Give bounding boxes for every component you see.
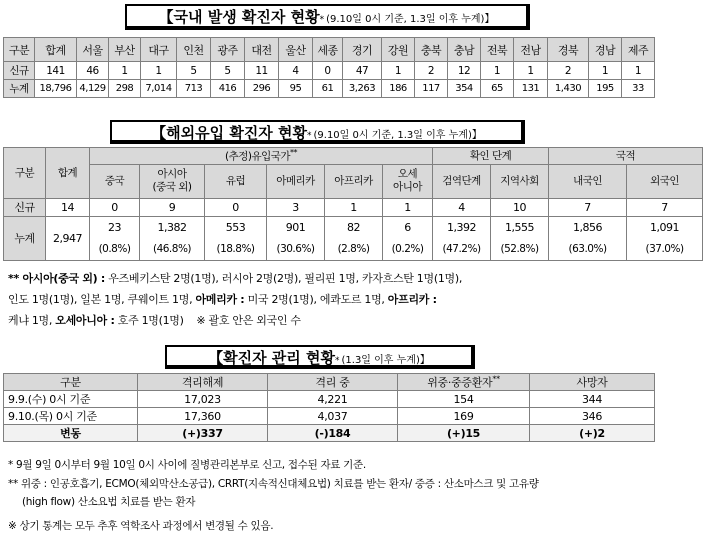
management-diff-cell: (-)184 bbox=[268, 425, 398, 442]
management-header-text: 위중·중증환자 bbox=[427, 376, 493, 389]
overseas-cum-cell: 553 bbox=[205, 216, 267, 238]
domestic-cell: 5 bbox=[211, 62, 245, 80]
overseas-new-cell: 1 bbox=[383, 198, 433, 216]
management-cell: 17,023 bbox=[138, 391, 268, 408]
domestic-region-header: 부산 bbox=[109, 38, 141, 62]
asia-text: 우즈베키스탄 2명(1명), 러시아 2명(2명), 필리핀 1명, 카자흐스탄 1명(1명), bbox=[105, 272, 463, 285]
management-cell: 4,221 bbox=[268, 391, 398, 408]
management-table bbox=[3, 373, 655, 442]
management-row-label: 9.9.(수) 0시 기준 bbox=[4, 391, 138, 408]
overseas-pct-cell: (0.8%) bbox=[90, 238, 140, 260]
domestic-cell: 3,263 bbox=[343, 80, 382, 98]
domestic-region-header: 울산 bbox=[279, 38, 313, 62]
domestic-cell: 1 bbox=[481, 62, 514, 80]
overseas-pct-cell: (47.2%) bbox=[433, 238, 491, 260]
management-diff-row bbox=[4, 425, 655, 442]
overseas-new-cell: 10 bbox=[491, 198, 549, 216]
oceania-text: 호주 1명(1명) bbox=[114, 314, 184, 327]
nationality-header: 국적 bbox=[549, 148, 703, 165]
domestic-region-header: 경기 bbox=[343, 38, 382, 62]
title-asterisk: * bbox=[319, 15, 325, 25]
overseas-new-cell: 9 bbox=[140, 198, 205, 216]
overseas-sub-header: 중국 bbox=[90, 164, 140, 198]
domestic-cell: 1 bbox=[622, 62, 655, 80]
domestic-cell: 195 bbox=[589, 80, 622, 98]
domestic-cell: 2 bbox=[415, 62, 448, 80]
domestic-cell: 0 bbox=[313, 62, 343, 80]
domestic-cell: 131 bbox=[514, 80, 548, 98]
management-title bbox=[165, 345, 475, 369]
domestic-title-main: 【국내 발생 확진자 현황 bbox=[158, 8, 320, 26]
notes-prefix: ** bbox=[8, 272, 23, 285]
domestic-region-header: 전남 bbox=[514, 38, 548, 62]
domestic-cell: 4,129 bbox=[77, 80, 109, 98]
management-title-suffix: (1.3일 이후 누계)】 bbox=[341, 355, 430, 366]
overseas-sub-header: 지역사회 bbox=[491, 164, 549, 198]
domestic-cell: 186 bbox=[382, 80, 415, 98]
domestic-row-label: 신규 bbox=[4, 62, 35, 80]
overseas-pct-cell: (0.2%) bbox=[383, 238, 433, 260]
overseas-new-cell: 0 bbox=[205, 198, 267, 216]
oceania-label: 오세아니아 : bbox=[55, 314, 115, 327]
overseas-cum-label: 누계 bbox=[4, 216, 46, 260]
domestic-region-header: 광주 bbox=[211, 38, 245, 62]
overseas-new-total: 14 bbox=[46, 198, 90, 216]
management-diff-cell: (+)15 bbox=[398, 425, 530, 442]
overseas-new-cell: 0 bbox=[90, 198, 140, 216]
domestic-region-header: 합계 bbox=[35, 38, 77, 62]
domestic-row-label: 누계 bbox=[4, 80, 35, 98]
overseas-total-header: 합계 bbox=[46, 148, 90, 199]
management-header-mark: ** bbox=[492, 374, 500, 384]
domestic-region-header: 경북 bbox=[548, 38, 589, 62]
domestic-cell: 61 bbox=[313, 80, 343, 98]
domestic-region-header: 충북 bbox=[415, 38, 448, 62]
notes-line-3 bbox=[8, 310, 653, 331]
domestic-cell: 1 bbox=[589, 62, 622, 80]
domestic-region-header: 충남 bbox=[448, 38, 481, 62]
domestic-cell: 1 bbox=[141, 62, 177, 80]
domestic-region-header: 인천 bbox=[177, 38, 211, 62]
foreigner-note: ※ 괄호 안은 외국인 수 bbox=[196, 314, 301, 327]
overseas-sub-header: 검역단계 bbox=[433, 164, 491, 198]
domestic-cell: 296 bbox=[245, 80, 279, 98]
estimated-country-mark: ** bbox=[290, 148, 298, 157]
management-diff-label: 변동 bbox=[4, 425, 138, 442]
overseas-pct-cell: (2.8%) bbox=[325, 238, 383, 260]
overseas-cum-cell: 901 bbox=[267, 216, 325, 238]
overseas-new-cell: 4 bbox=[433, 198, 491, 216]
footnote-4: ※ 상기 통계는 모두 추후 역학조사 과정에서 변경될 수 있음. bbox=[8, 520, 274, 532]
management-row bbox=[4, 408, 655, 425]
africa-label: 아프리카 : bbox=[387, 293, 437, 306]
overseas-title-main: 【해외유입 확진자 현황 bbox=[151, 124, 307, 142]
domestic-title bbox=[125, 4, 530, 30]
management-cell: 344 bbox=[530, 391, 655, 408]
management-cell: 154 bbox=[398, 391, 530, 408]
domestic-table bbox=[3, 37, 655, 98]
management-title-main: 【확진자 관리 현황 bbox=[208, 349, 335, 367]
domestic-cell: 33 bbox=[622, 80, 655, 98]
domestic-cell: 4 bbox=[279, 62, 313, 80]
stage-header: 확인 단계 bbox=[433, 148, 549, 165]
overseas-title bbox=[110, 120, 525, 144]
domestic-cell: 95 bbox=[279, 80, 313, 98]
overseas-country-notes bbox=[8, 268, 653, 331]
overseas-gubun-header: 구분 bbox=[4, 148, 46, 199]
domestic-region-header: 서울 bbox=[77, 38, 109, 62]
domestic-cell: 117 bbox=[415, 80, 448, 98]
domestic-cell: 713 bbox=[177, 80, 211, 98]
footnote-1: * 9월 9일 0시부터 9월 10일 0시 사이에 질병관리본부로 신고, 접수된 자료 기준. bbox=[8, 459, 366, 471]
management-cell: 17,360 bbox=[138, 408, 268, 425]
overseas-pct-cell: (37.0%) bbox=[627, 238, 703, 260]
title-asterisk: * bbox=[335, 356, 340, 366]
overseas-pct-cell: (52.8%) bbox=[491, 238, 549, 260]
domestic-region-header: 대구 bbox=[141, 38, 177, 62]
asia-label: 아시아(중국 외) : bbox=[22, 272, 106, 285]
management-header: 구분 bbox=[4, 374, 138, 391]
management-header: 사망자 bbox=[530, 374, 655, 391]
overseas-pct-cell: (46.8%) bbox=[140, 238, 205, 260]
overseas-cum-cell: 1,856 bbox=[549, 216, 627, 238]
domestic-cell: 141 bbox=[35, 62, 77, 80]
domestic-cell: 7,014 bbox=[141, 80, 177, 98]
overseas-cum-cell: 1,091 bbox=[627, 216, 703, 238]
overseas-table bbox=[3, 147, 703, 261]
domestic-title-suffix: (9.10일 0시 기준, 1.3일 이후 누계)】 bbox=[326, 14, 495, 25]
notes-line-3-text: 케냐 1명, bbox=[8, 314, 56, 327]
domestic-cell: 18,796 bbox=[35, 80, 77, 98]
notes-line-2 bbox=[8, 289, 653, 310]
domestic-region-header: 경남 bbox=[589, 38, 622, 62]
overseas-sub-header: 유럽 bbox=[205, 164, 267, 198]
overseas-cum-cell: 1,392 bbox=[433, 216, 491, 238]
estimated-country-label: (추정)유입국가 bbox=[224, 150, 291, 163]
management-header-row bbox=[4, 374, 655, 391]
domestic-cell: 11 bbox=[245, 62, 279, 80]
america-label: 아메리카 : bbox=[195, 293, 245, 306]
management-header bbox=[398, 374, 530, 391]
overseas-pct-cell: (18.8%) bbox=[205, 238, 267, 260]
domestic-cell: 1 bbox=[382, 62, 415, 80]
management-row bbox=[4, 391, 655, 408]
domestic-region-header: 제주 bbox=[622, 38, 655, 62]
management-header: 격리 중 bbox=[268, 374, 398, 391]
domestic-gubun-header: 구분 bbox=[4, 38, 35, 62]
domestic-region-header: 전북 bbox=[481, 38, 514, 62]
domestic-cell: 47 bbox=[343, 62, 382, 80]
overseas-cum-cell: 23 bbox=[90, 216, 140, 238]
overseas-title-suffix: (9.10일 0시 기준, 1.3일 이후 누계)】 bbox=[313, 130, 482, 141]
domestic-region-header: 강원 bbox=[382, 38, 415, 62]
domestic-cell: 298 bbox=[109, 80, 141, 98]
overseas-sub-header: 아프리카 bbox=[325, 164, 383, 198]
overseas-sub-header: 내국인 bbox=[549, 164, 627, 198]
overseas-sub-header: 아시아 (중국 외) bbox=[140, 164, 205, 198]
overseas-pct-cell: (63.0%) bbox=[549, 238, 627, 260]
overseas-sub-header: 오세 아니아 bbox=[383, 164, 433, 198]
domestic-header-row bbox=[4, 38, 655, 62]
footnote-2: ** 위중 : 인공호흡기, ECMO(체외막산소공급), CRRT(지속적신대체요법) 치료를 받는 환자/ 중증 : 산소마스크 및 고유량 bbox=[8, 478, 539, 490]
estimated-country-header bbox=[90, 148, 433, 165]
notes-line-2-text: 인도 1명(1명), 일본 1명, 쿠웨이트 1명, bbox=[8, 293, 196, 306]
domestic-cell: 65 bbox=[481, 80, 514, 98]
domestic-cell: 416 bbox=[211, 80, 245, 98]
overseas-new-label: 신규 bbox=[4, 198, 46, 216]
overseas-cum-cell: 82 bbox=[325, 216, 383, 238]
management-row-label: 9.10.(목) 0시 기준 bbox=[4, 408, 138, 425]
domestic-cell: 1 bbox=[514, 62, 548, 80]
overseas-cum-cell: 6 bbox=[383, 216, 433, 238]
domestic-cell: 46 bbox=[77, 62, 109, 80]
overseas-pct-cell: (30.6%) bbox=[267, 238, 325, 260]
management-diff-cell: (+)2 bbox=[530, 425, 655, 442]
title-asterisk: * bbox=[307, 131, 312, 141]
overseas-new-cell: 3 bbox=[267, 198, 325, 216]
management-cell: 346 bbox=[530, 408, 655, 425]
footnote-3: (high flow) 산소요법 치료를 받는 환자 bbox=[22, 496, 196, 508]
domestic-cell: 354 bbox=[448, 80, 481, 98]
domestic-region-header: 대전 bbox=[245, 38, 279, 62]
overseas-new-cell: 1 bbox=[325, 198, 383, 216]
domestic-cell: 1 bbox=[109, 62, 141, 80]
overseas-sub-header: 외국인 bbox=[627, 164, 703, 198]
overseas-new-cell: 7 bbox=[627, 198, 703, 216]
overseas-cum-total: 2,947 bbox=[46, 216, 90, 260]
overseas-cum-cell: 1,382 bbox=[140, 216, 205, 238]
notes-line-1 bbox=[8, 268, 653, 289]
domestic-cell: 12 bbox=[448, 62, 481, 80]
management-cell: 4,037 bbox=[268, 408, 398, 425]
overseas-sub-header: 아메리카 bbox=[267, 164, 325, 198]
domestic-cell: 2 bbox=[548, 62, 589, 80]
overseas-cum-cell: 1,555 bbox=[491, 216, 549, 238]
overseas-new-cell: 7 bbox=[549, 198, 627, 216]
domestic-region-header: 세종 bbox=[313, 38, 343, 62]
america-text: 미국 2명(1명), 에콰도르 1명, bbox=[244, 293, 388, 306]
management-diff-cell: (+)337 bbox=[138, 425, 268, 442]
management-cell: 169 bbox=[398, 408, 530, 425]
management-header: 격리해제 bbox=[138, 374, 268, 391]
domestic-cell: 1,430 bbox=[548, 80, 589, 98]
domestic-cell: 5 bbox=[177, 62, 211, 80]
domestic-cumulative-row bbox=[4, 80, 655, 98]
domestic-new-row bbox=[4, 62, 655, 80]
